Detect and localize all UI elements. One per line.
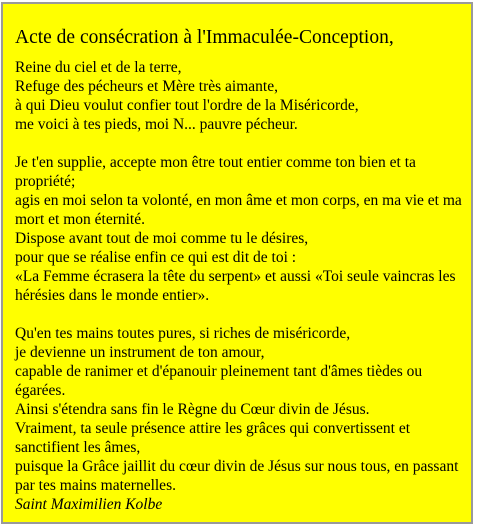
text-line: par tes mains maternelles. bbox=[15, 477, 176, 494]
stanza-3 bbox=[15, 324, 463, 514]
text-line: Vraiment, ta seule présence attire les grâces qui convertissent et bbox=[15, 420, 411, 437]
text-line: égarées. bbox=[15, 382, 66, 399]
text-line: pour que se réalise enfin ce qui est dit de toi : bbox=[15, 249, 297, 266]
text-line: Je t'en supplie, accepte mon être tout entier comme ton bien et ta bbox=[15, 154, 416, 171]
text-line: puisque la Grâce jaillit du cœur divin de Jésus sur nous tous, en passant bbox=[15, 458, 459, 475]
stanza-1 bbox=[15, 58, 463, 134]
text-line: capable de ranimer et d'épanouir pleinement tant d'âmes tièdes ou bbox=[15, 363, 423, 380]
stanza-2 bbox=[15, 153, 463, 305]
text-line: Ainsi s'étendra sans fin le Règne du Cœur divin de Jésus. bbox=[15, 401, 370, 418]
text-line: hérésies dans le monde entier». bbox=[15, 287, 210, 304]
prayer-card bbox=[1, 2, 473, 524]
text-line: agis en moi selon ta volonté, en mon âme et mon corps, en ma vie et ma bbox=[15, 192, 462, 209]
text-line: sanctifient les âmes, bbox=[15, 439, 141, 456]
text-line: Reine du ciel et de la terre, bbox=[15, 59, 182, 76]
signature: Saint Maximilien Kolbe bbox=[15, 496, 163, 513]
text-line: mort et mon éternité. bbox=[15, 211, 145, 228]
text-line: «La Femme écrasera la tête du serpent» et aussi «Toi seule vaincras les bbox=[15, 268, 456, 285]
text-line: propriété; bbox=[15, 173, 76, 190]
stanza-gap bbox=[15, 305, 463, 324]
prayer-title: Acte de consécration à l'Immaculée-Conception, bbox=[15, 27, 394, 48]
stanza-gap bbox=[15, 134, 463, 153]
text-line: je devienne un instrument de ton amour, bbox=[15, 344, 265, 361]
text-line: Dispose avant tout de moi comme tu le désires, bbox=[15, 230, 309, 247]
text-line: à qui Dieu voulut confier tout l'ordre de la Miséricorde, bbox=[15, 97, 359, 114]
text-line: Refuge des pécheurs et Mère très aimante, bbox=[15, 78, 278, 95]
text-line: me voici à tes pieds, moi N... pauvre pécheur. bbox=[15, 116, 298, 133]
text-line: Qu'en tes mains toutes pures, si riches de miséricorde, bbox=[15, 325, 351, 342]
